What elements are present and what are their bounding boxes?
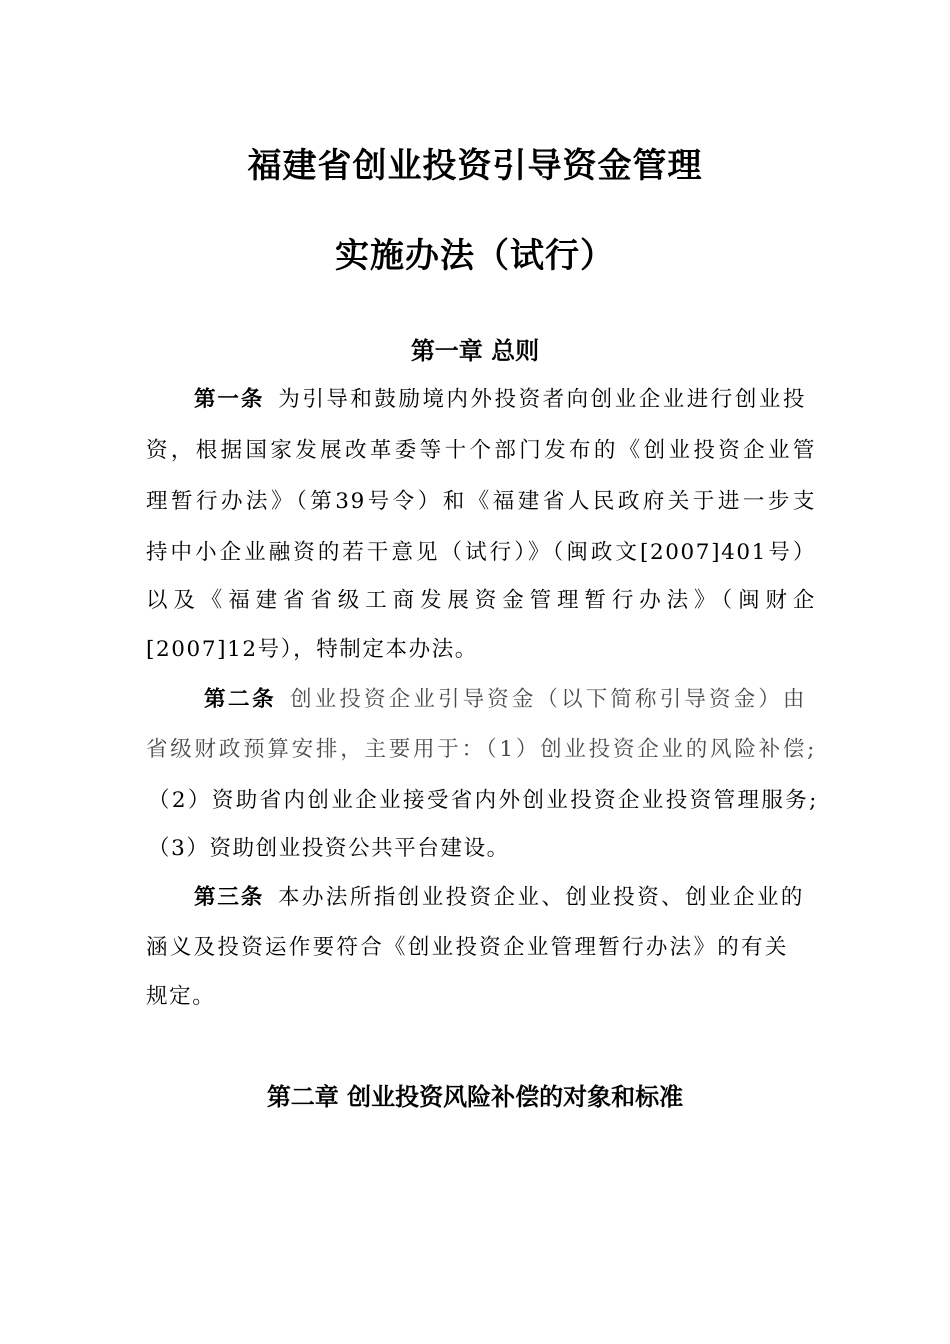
document-title-line-2: 实施办法（试行） <box>335 236 615 276</box>
article-2-line-2: 省级财政预算安排，主要用于：（1）创业投资企业的风险补偿; <box>146 737 816 762</box>
article-1-line-3: 理暂行办法》（第39号令）和《福建省人民政府关于进一步支 <box>146 489 816 514</box>
article-1-text-1: 为引导和鼓励境内外投资者向创业企业进行创业投 <box>278 387 806 412</box>
article-2-text-1: 创业投资企业引导资金（以下简称引导资金）由 <box>290 687 806 712</box>
article-3-text-1: 本办法所指创业投资企业、创业投资、创业企业的 <box>278 885 804 910</box>
article-1-label: 第一条 <box>194 387 265 412</box>
article-2-line-3: （2）资助省内创业企业接受省内外创业投资企业投资管理服务; <box>148 788 818 813</box>
article-3-line-1 <box>194 883 804 913</box>
article-2-line-4: （3）资助创业投资公共平台建设。 <box>148 836 510 861</box>
article-2-line-1 <box>204 685 806 715</box>
article-1-line-2: 资，根据国家发展改革委等十个部门发布的《创业投资企业管 <box>146 438 816 463</box>
chapter-1-heading: 第一章 总则 <box>410 337 540 365</box>
document-title-line-1: 福建省创业投资引导资金管理 <box>247 146 703 186</box>
article-1-line-1 <box>194 385 806 415</box>
article-3-line-3: 规定。 <box>146 984 216 1009</box>
article-1-line-6: [2007]12号），特制定本办法。 <box>146 637 478 662</box>
chapter-2-heading: 第二章 创业投资风险补偿的对象和标准 <box>266 1083 684 1111</box>
article-3-label: 第三条 <box>194 885 265 910</box>
article-1-line-5: 以及《福建省省级工商发展资金管理暂行办法》（闽财企 <box>146 588 816 613</box>
article-3-line-2: 涵义及投资运作要符合《创业投资企业管理暂行办法》的有关 <box>146 935 788 960</box>
article-2-label: 第二条 <box>204 687 277 712</box>
article-1-line-4: 持中小企业融资的若干意见（试行）》（闽政文[2007]401号） <box>146 540 816 565</box>
